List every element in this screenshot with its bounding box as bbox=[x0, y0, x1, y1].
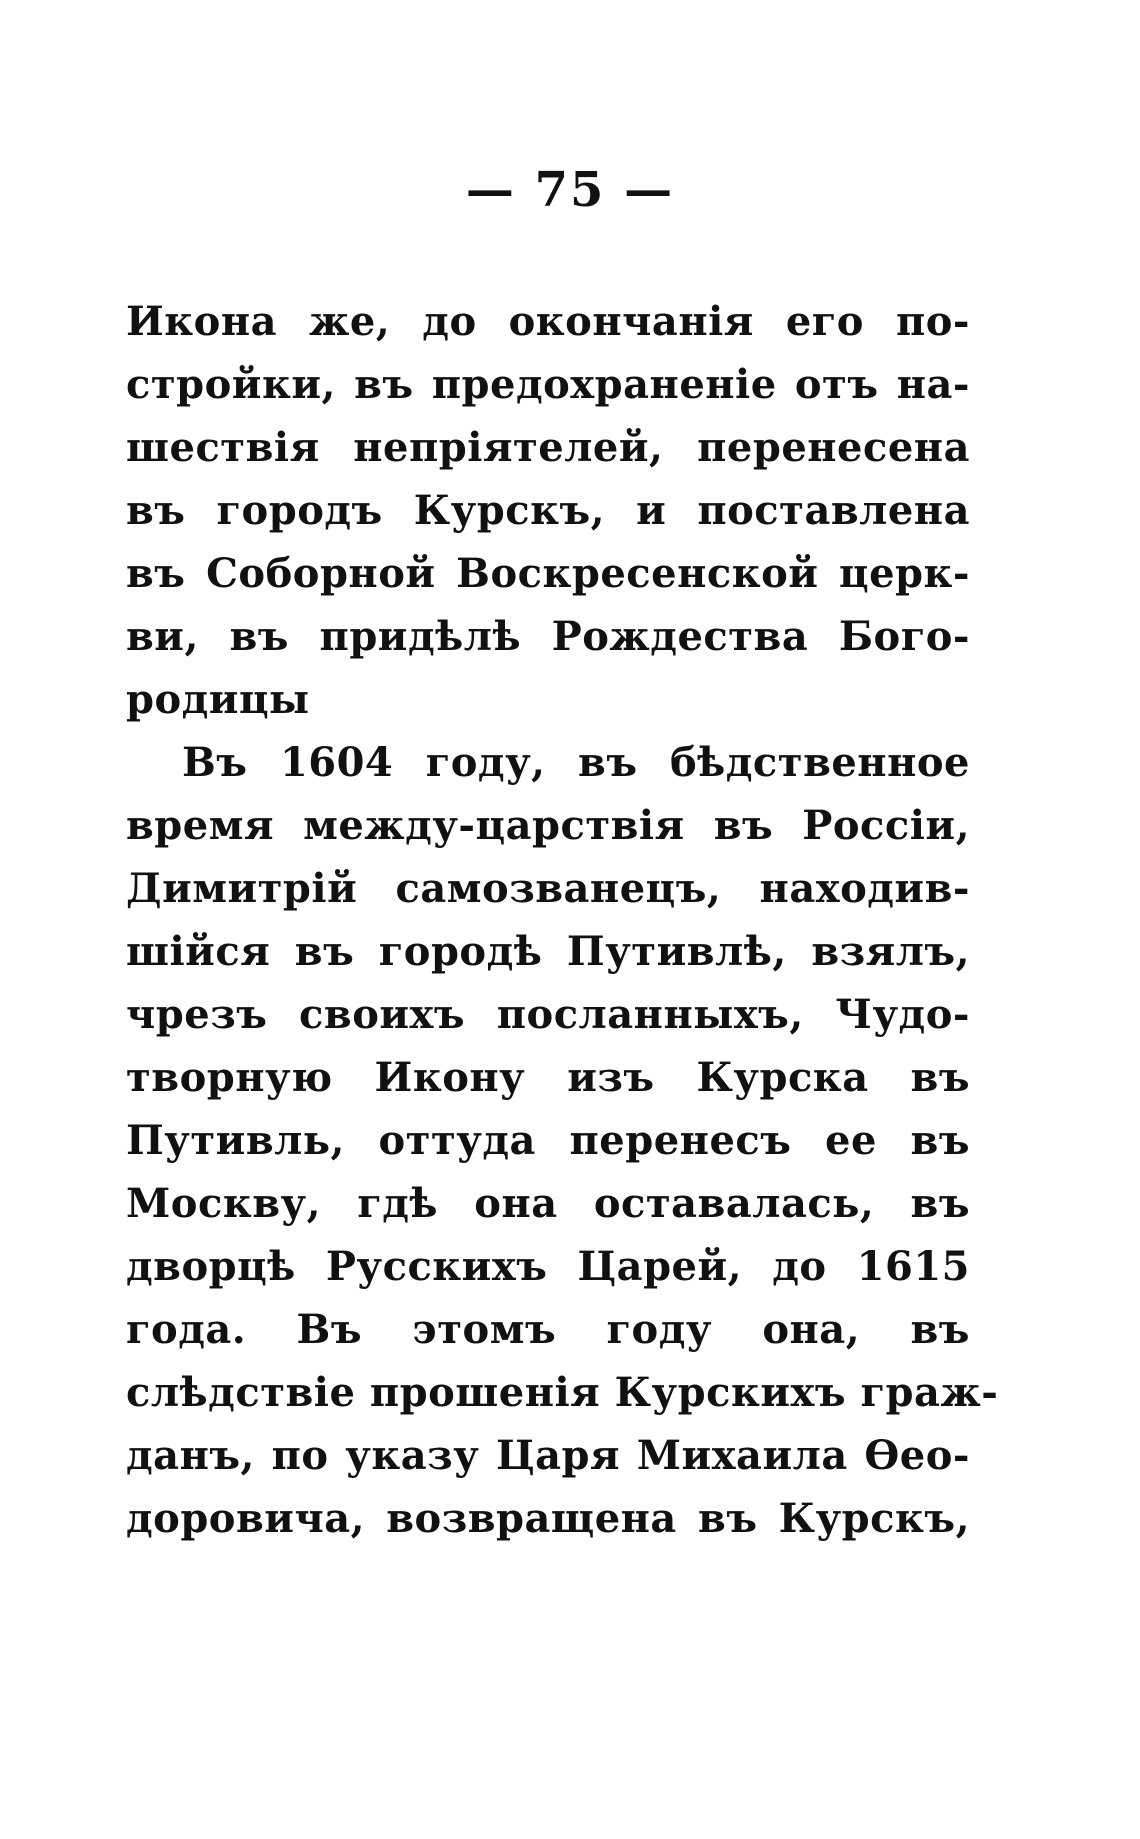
text-line: въ Соборной Воскресенской церк- bbox=[126, 550, 970, 597]
text-line: Димитрій самозванецъ, находив- bbox=[126, 865, 970, 912]
text-line: слѣдствіе прошенія Курскихъ граж- bbox=[126, 1369, 999, 1416]
text-line: въ городъ Курскъ, и поставлена bbox=[126, 487, 970, 534]
text-line: ви, въ придѣлѣ Рождества Бого- bbox=[126, 613, 970, 660]
text-line: стройки, въ предохраненіе отъ на- bbox=[126, 361, 970, 408]
text-line: доровича, возвращена въ Курскъ, bbox=[126, 1495, 970, 1542]
text-line: Икона же, до окончанія его по- bbox=[126, 298, 970, 345]
body-text bbox=[126, 290, 999, 1550]
text-line: время между-царствія въ Россіи, bbox=[126, 802, 970, 849]
paragraph-2 bbox=[126, 731, 999, 1550]
page-number: — 75 — bbox=[465, 162, 675, 218]
paragraph-1 bbox=[126, 290, 970, 731]
text-line: шійся въ городѣ Путивлѣ, взялъ, bbox=[126, 928, 970, 975]
text-line: Въ 1604 году, въ бѣдственное bbox=[182, 739, 970, 786]
text-line: чрезъ своихъ посланныхъ, Чудо- bbox=[126, 991, 970, 1038]
text-line: данъ, по указу Царя Михаила Ѳео- bbox=[126, 1432, 970, 1479]
text-line: шествія непріятелей, перенесена bbox=[126, 424, 970, 471]
text-line: творную Икону изъ Курска въ bbox=[126, 1054, 970, 1101]
text-line: Москву, гдѣ она оставалась, въ bbox=[126, 1180, 970, 1227]
text-line: родицы bbox=[126, 676, 310, 723]
text-line: года. Въ этомъ году она, въ bbox=[126, 1306, 970, 1353]
text-line: Путивль, оттуда перенесъ ее въ bbox=[126, 1117, 970, 1164]
text-line: дворцѣ Русскихъ Царей, до 1615 bbox=[126, 1243, 970, 1290]
